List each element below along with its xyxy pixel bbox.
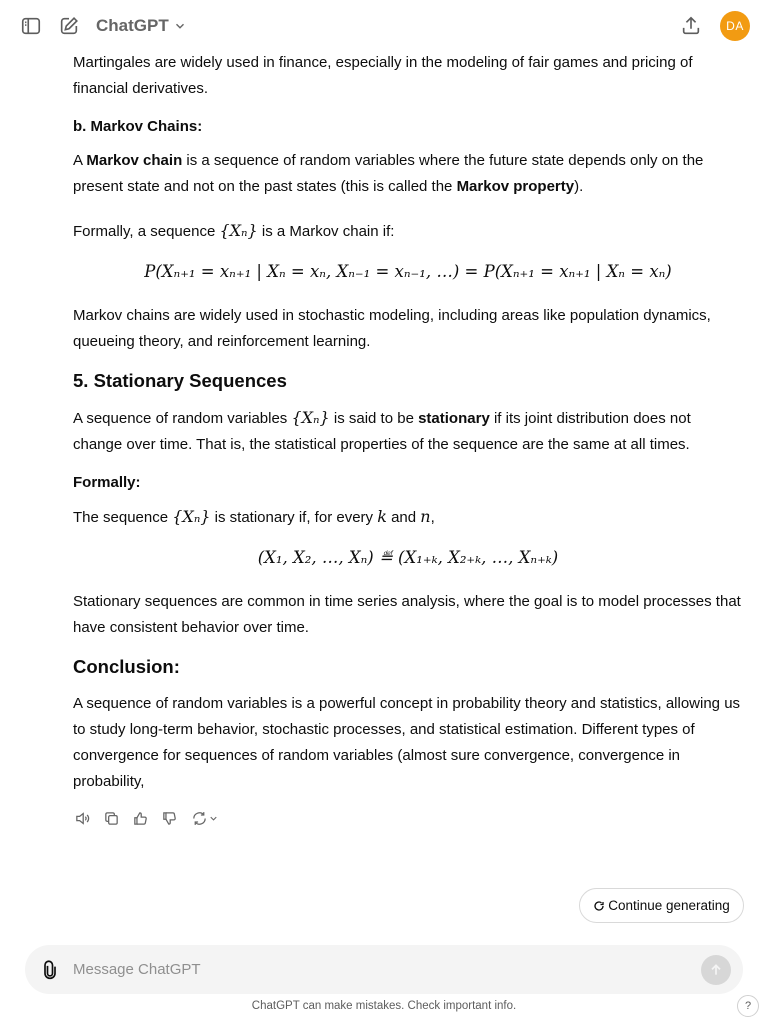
continue-generating-button[interactable] [579,888,744,923]
thumbs-down-icon[interactable] [161,810,178,827]
inline-math: {Xₙ} [172,507,211,526]
new-chat-icon[interactable] [56,13,82,39]
copy-icon[interactable] [103,810,120,827]
paragraph-markov-definition: A Markov chain is a sequence of random variables where the future state depends only on the present state and not on the past states (this is called the Markov property). [73,152,704,195]
inline-math: {Xₙ} [219,221,258,240]
assistant-message [73,50,743,807]
paragraph-markov-formal: Formally, a sequence {Xₙ} is a Markov chain if: [73,221,395,240]
inline-math: k [377,507,387,526]
chevron-down-icon [208,813,219,824]
paragraph-markov-uses: Markov chains are widely used in stochastic modeling, including areas like population dynamics, queueing theory, and reinforcement learning. [73,307,711,350]
message-input[interactable] [73,961,701,978]
send-button[interactable] [701,955,731,985]
avatar[interactable]: DA [720,11,750,41]
heading-markov-chains: b. Markov Chains: [73,118,203,135]
composer [25,945,743,994]
share-icon[interactable] [678,13,704,39]
inline-math: n [420,507,431,526]
top-bar [0,0,768,52]
heading-stationary-sequences: 5. Stationary Sequences [73,370,287,391]
regenerate-button[interactable] [190,810,220,827]
equation-stationarity: (X₁, X₂, …, Xₙ) ≝ (X₁₊ₖ, X₂₊ₖ, …, Xₙ₊ₖ) [257,548,559,567]
regenerate-icon [191,810,208,827]
heading-formally: Formally: [73,474,141,491]
chevron-down-icon [173,19,187,33]
paragraph-stationary-condition: The sequence {Xₙ} is stationary if, for every k and n, [73,507,435,526]
read-aloud-icon[interactable] [74,810,91,827]
message-actions [74,810,220,827]
paragraph-martingale: Martingales are widely used in finance, especially in the modeling of fair games and pricing of financial derivatives. [73,54,693,97]
arrow-up-icon [708,962,724,978]
help-button[interactable]: ? [737,995,759,1017]
equation-markov-property: P(Xₙ₊₁ = xₙ₊₁ | Xₙ = xₙ, Xₙ₋₁ = xₙ₋₁, …) = P(Xₙ₊₁ = xₙ₊₁ | Xₙ = xₙ) [144,262,672,281]
model-selector[interactable] [96,16,187,36]
thumbs-up-icon[interactable] [132,810,149,827]
model-label: ChatGPT [96,16,169,35]
inline-math: {Xₙ} [291,408,330,427]
paragraph-conclusion: A sequence of random variables is a powerful concept in probability theory and statistics, allowing us to study long-term behavior, stochastic processes, and statistical estimation. Different types of convergence for sequences of random variables (almost sure convergence, convergence in probability, [73,695,741,790]
continue-generating-label: Continue generating [608,898,730,913]
refresh-icon [593,900,605,912]
attach-icon[interactable] [39,959,61,981]
heading-conclusion: Conclusion: [73,656,180,677]
sidebar-toggle-icon[interactable] [18,13,44,39]
paragraph-stationary-uses: Stationary sequences are common in time series analysis, where the goal is to model processes that have consistent behavior over time. [73,593,741,636]
paragraph-stationary-definition: A sequence of random variables {Xₙ} is said to be stationary if its joint distribution does not change over time. That is, the statistical properties of the sequence are the same at all times. [73,408,691,453]
disclaimer: ChatGPT can make mistakes. Check important info. [251,1000,517,1012]
equal-in-distribution-symbol: ≝ [378,548,393,567]
